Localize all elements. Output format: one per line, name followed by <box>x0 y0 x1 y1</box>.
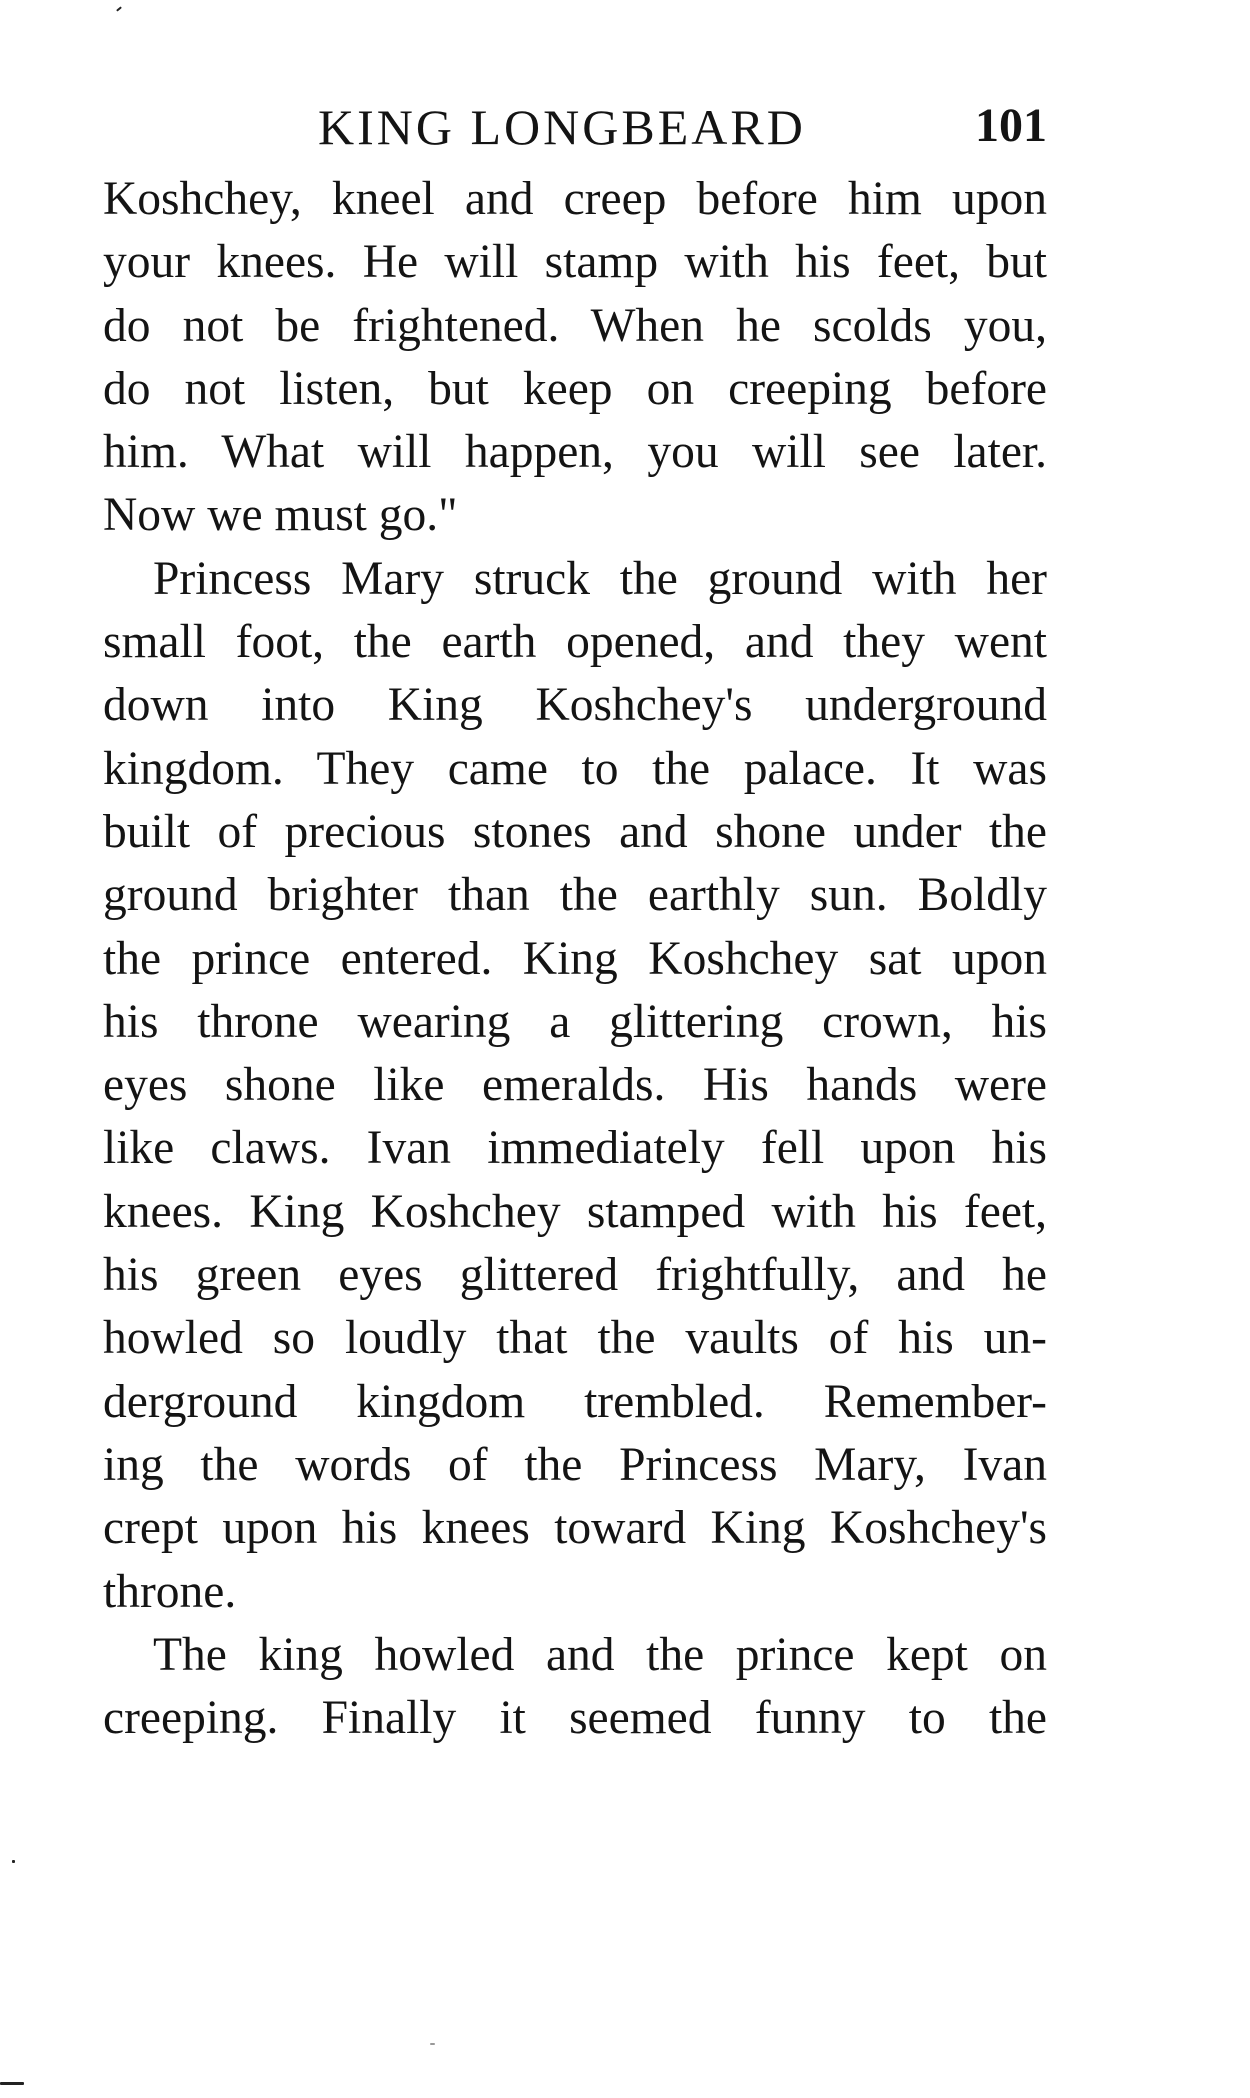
text-line: your knees. He will stamp with his feet, but <box>103 236 1047 289</box>
text-line: him. What will happen, you will see later. <box>103 426 1047 479</box>
text-line: creeping. Finally it seemed funny to the <box>103 1692 1047 1745</box>
paragraph <box>103 548 1047 1624</box>
text-line: do not be frightened. When he scolds you, <box>103 299 1047 352</box>
text-line: knees. King Koshchey stamped with his feet, <box>103 1185 1047 1238</box>
text-line: the prince entered. King Koshchey sat upon <box>103 932 1047 985</box>
text-line: The king howled and the prince kept on <box>153 1628 1047 1681</box>
text-line: like claws. Ivan immediately fell upon his <box>103 1122 1047 1175</box>
text-line: crept upon his knees toward King Koshchey's <box>103 1502 1047 1555</box>
page-number: 101 <box>975 99 1047 152</box>
ink-speck <box>0 2082 24 2085</box>
text-line: built of precious stones and shone under the <box>103 805 1047 858</box>
ink-speck <box>12 1860 15 1863</box>
text-line: ground brighter than the earthly sun. Boldly <box>103 869 1047 922</box>
text-line: throne. <box>103 1565 237 1618</box>
text-line: small foot, the earth opened, and they went <box>103 616 1047 669</box>
text-line: Now we must go." <box>103 489 458 542</box>
text-line: Princess Mary struck the ground with her <box>153 552 1047 605</box>
text-line: Koshchey, kneel and creep before him upon <box>103 173 1047 225</box>
ink-speck <box>430 2043 435 2045</box>
paragraph <box>103 168 1047 548</box>
text-line: derground kingdom trembled. Remember- <box>103 1375 1047 1428</box>
running-head <box>103 98 1047 158</box>
text-line: ing the words of the Princess Mary, Ivan <box>103 1438 1047 1491</box>
running-title: KING LONGBEARD <box>318 99 806 155</box>
paragraph <box>103 1624 1047 1751</box>
text-line: down into King Koshchey's underground <box>103 679 1047 732</box>
text-line: his throne wearing a glittering crown, his <box>103 995 1047 1048</box>
ink-speck <box>116 6 122 11</box>
body-text <box>103 168 1047 1750</box>
text-line: kingdom. They came to the palace. It was <box>103 742 1047 795</box>
text-line: his green eyes glittered frightfully, and he <box>103 1249 1047 1302</box>
text-line: do not listen, but keep on creeping before <box>103 362 1047 415</box>
text-line: eyes shone like emeralds. His hands were <box>103 1059 1047 1112</box>
text-line: howled so loudly that the vaults of his un- <box>103 1312 1047 1365</box>
